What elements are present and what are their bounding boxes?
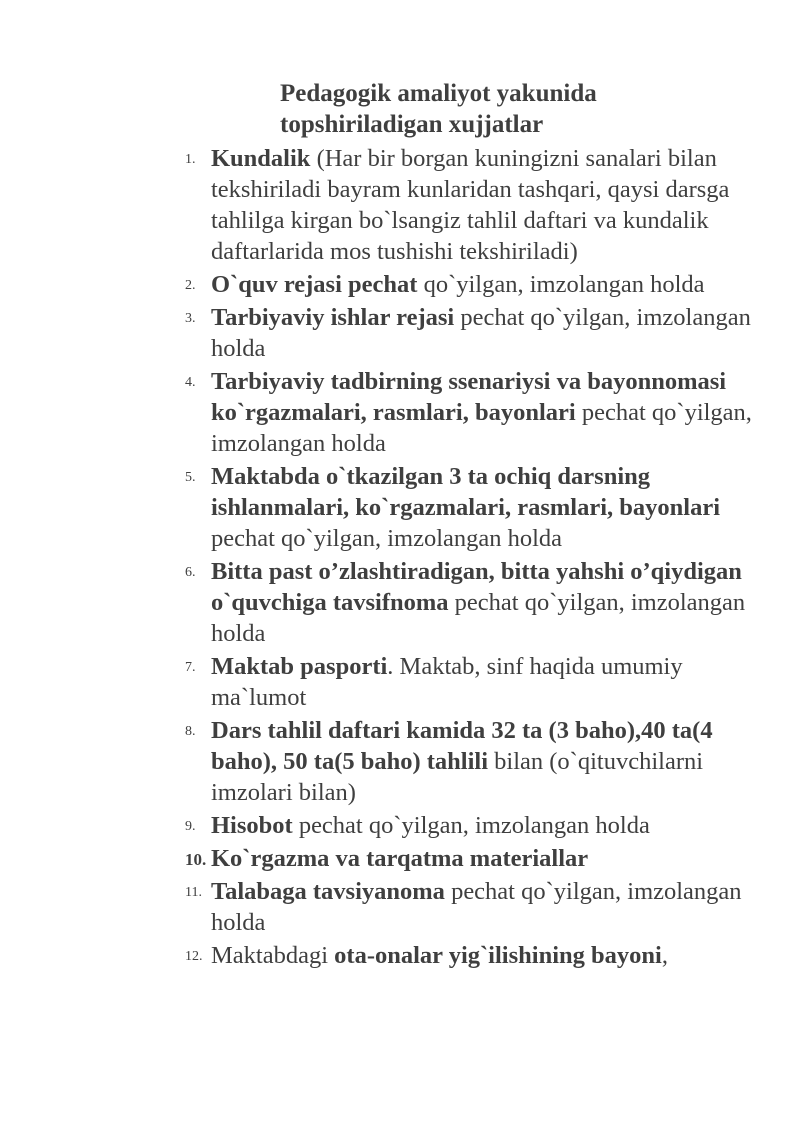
item-bold-text: Talabaga tavsiyanoma xyxy=(211,878,445,905)
item-text: bilan (o`qituvchilarni imzolari bilan) xyxy=(211,748,704,806)
item-bold-text: ota-onalar yig`ilishining bayoni xyxy=(334,942,662,969)
list-item-6 xyxy=(185,556,765,649)
list-number: 12. xyxy=(185,949,203,964)
list-item-2 xyxy=(185,269,765,300)
list-item-4 xyxy=(185,366,765,459)
title-line-1: Pedagogik amaliyot yakunida xyxy=(280,80,597,107)
list-item-10 xyxy=(185,843,765,874)
list-item-11 xyxy=(185,876,765,938)
item-bold-text: Maktabda o`tkazilgan 3 ta ochiq darsning ishlanmalari, ko`rgazmalari, rasmlari, bayonlari xyxy=(211,463,721,521)
item-text: pechat qo`yilgan, imzolangan holda xyxy=(211,525,563,552)
list-item-3 xyxy=(185,302,765,364)
item-bold-text: Bitta past o’zlashtiradigan, bitta yahshi o’qiydigan o`quvchiga tavsifnoma xyxy=(211,558,742,616)
list-number: 8. xyxy=(185,724,196,739)
list-number: 2. xyxy=(185,278,196,293)
item-pre-text: Maktabdagi xyxy=(211,942,335,969)
item-bold-text: Tarbiyaviy tadbirning ssenariysi va bayonnomasi ko`rgazmalari, rasmlari, bayonlari xyxy=(211,368,727,426)
list-number: 1. xyxy=(185,152,196,167)
list-number: 4. xyxy=(185,375,196,390)
list-number: 11. xyxy=(185,885,202,900)
list-number: 5. xyxy=(185,470,196,485)
item-bold-text: O`quv rejasi pechat xyxy=(211,271,418,298)
item-bold-text: Kundalik xyxy=(211,145,311,172)
list-item-1 xyxy=(185,143,765,267)
list-number: 10. xyxy=(185,850,207,869)
list-number: 9. xyxy=(185,819,196,834)
list-item-5 xyxy=(185,461,765,554)
document-list xyxy=(185,143,765,973)
list-number: 3. xyxy=(185,311,196,326)
item-text: pechat qo`yilgan, imzolangan holda xyxy=(211,589,746,647)
item-text: pechat qo`yilgan, imzolangan holda xyxy=(292,812,650,839)
item-bold-text: Ko`rgazma va tarqatma materiallar xyxy=(211,845,589,872)
list-item-7 xyxy=(185,651,765,713)
item-bold-text: Tarbiyaviy ishlar rejasi xyxy=(211,304,455,331)
list-item-9 xyxy=(185,810,765,841)
item-text: (Har bir borgan kuningizni sanalari bilan tekshiriladi bayram kunlaridan tashqari, qaysi darsga tahlilga kirgan bo`lsangiz tahlil daftari va kundalik daftarlarida mos tushishi tekshiriladi) xyxy=(211,145,730,265)
title-line-2: topshiriladigan xujjatlar xyxy=(280,111,544,138)
item-text: qo`yilgan, imzolangan holda xyxy=(417,271,705,298)
item-bold-text: Dars tahlil daftari kamida 32 ta (3 baho),40 ta(4 baho), 50 ta(5 baho) tahlili xyxy=(211,717,713,775)
list-number: 6. xyxy=(185,565,196,580)
list-item-12 xyxy=(185,940,765,971)
item-bold-text: Hisobot xyxy=(211,812,293,839)
list-number: 7. xyxy=(185,660,196,675)
item-text: pechat qo`yilgan, imzolangan holda xyxy=(211,399,752,457)
item-text: . Maktab, sinf haqida umumiy ma`lumot xyxy=(211,653,683,711)
item-text: pechat qo`yilgan, imzolangan holda xyxy=(211,304,751,362)
document-title xyxy=(280,78,720,140)
item-bold-text: Maktab pasporti xyxy=(211,653,388,680)
list-item-8 xyxy=(185,715,765,808)
item-text: , xyxy=(661,942,668,969)
item-text: pechat qo`yilgan, imzolangan holda xyxy=(211,878,742,936)
